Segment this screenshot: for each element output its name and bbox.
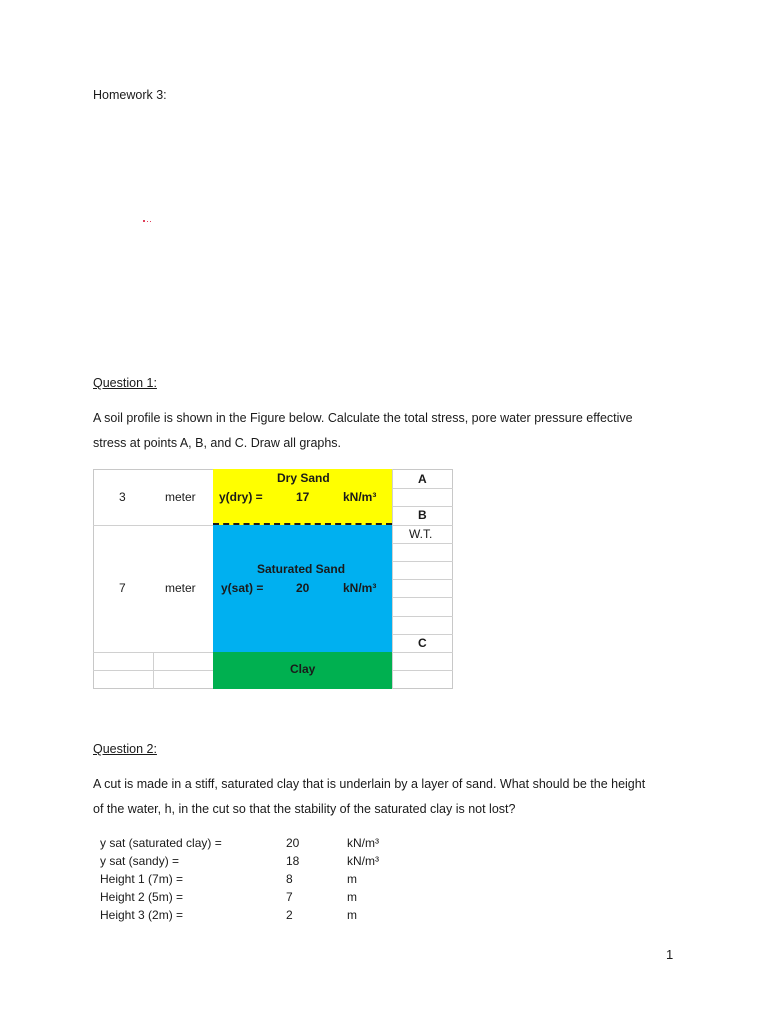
red-mark [143, 209, 155, 211]
param-unit: kN/m³ [347, 854, 379, 868]
dry-gamma-unit: kN/m³ [343, 490, 377, 504]
param-value: 8 [286, 872, 293, 886]
water-table-line [213, 523, 392, 525]
question-1-line-1: A soil profile is shown in the Figure below. Calculate the total stress, pore water pressure effective [93, 411, 633, 425]
dry-sand-label: Dry Sand [277, 471, 330, 485]
page-number: 1 [666, 947, 674, 962]
param-value: 20 [286, 836, 300, 850]
question-1-heading: Question 1: [93, 376, 157, 390]
question-1-line-2: stress at points A, B, and C. Draw all graphs. [93, 435, 342, 450]
point-c-label: C [418, 636, 427, 650]
param-unit: kN/m³ [347, 836, 379, 850]
dry-unit: meter [165, 490, 196, 504]
dry-gamma-value: 17 [296, 490, 310, 504]
param-unit: m [347, 908, 357, 922]
sat-gamma-value: 20 [296, 581, 310, 595]
param-value: 2 [286, 908, 293, 922]
soil-profile-figure [93, 469, 453, 689]
clay-label: Clay [290, 662, 316, 676]
param-unit: m [347, 890, 357, 904]
param-unit: m [347, 872, 357, 886]
param-label: y sat (sandy) = [100, 854, 180, 868]
question-2-heading: Question 2: [93, 742, 157, 756]
dry-gamma-label: y(dry) = [219, 490, 263, 504]
question-2-line-1: A cut is made in a stiff, saturated clay that is underlain by a layer of sand. What should be the height [93, 777, 646, 791]
param-value: 7 [286, 890, 293, 904]
sat-unit: meter [165, 581, 196, 595]
param-label: y sat (saturated clay) = [100, 836, 222, 850]
param-label: Height 2 (5m) = [100, 890, 184, 904]
param-label: Height 1 (7m) = [100, 872, 184, 886]
question-1-text [93, 406, 677, 455]
sat-gamma-label: y(sat) = [221, 581, 264, 595]
sat-thickness: 7 [119, 581, 126, 595]
page-title: Homework 3: [93, 88, 167, 102]
water-table-label: W.T. [409, 527, 433, 541]
question-2-line-2: of the water, h, in the cut so that the stability of the saturated clay is not lost? [93, 801, 516, 816]
dry-thickness: 3 [119, 490, 126, 504]
question-2-text [93, 772, 677, 821]
point-a-label: A [418, 472, 427, 486]
sat-gamma-unit: kN/m³ [343, 581, 377, 595]
saturated-sand-label: Saturated Sand [257, 562, 346, 576]
param-label: Height 3 (2m) = [100, 908, 184, 922]
point-b-label: B [418, 508, 427, 522]
param-value: 18 [286, 854, 300, 868]
